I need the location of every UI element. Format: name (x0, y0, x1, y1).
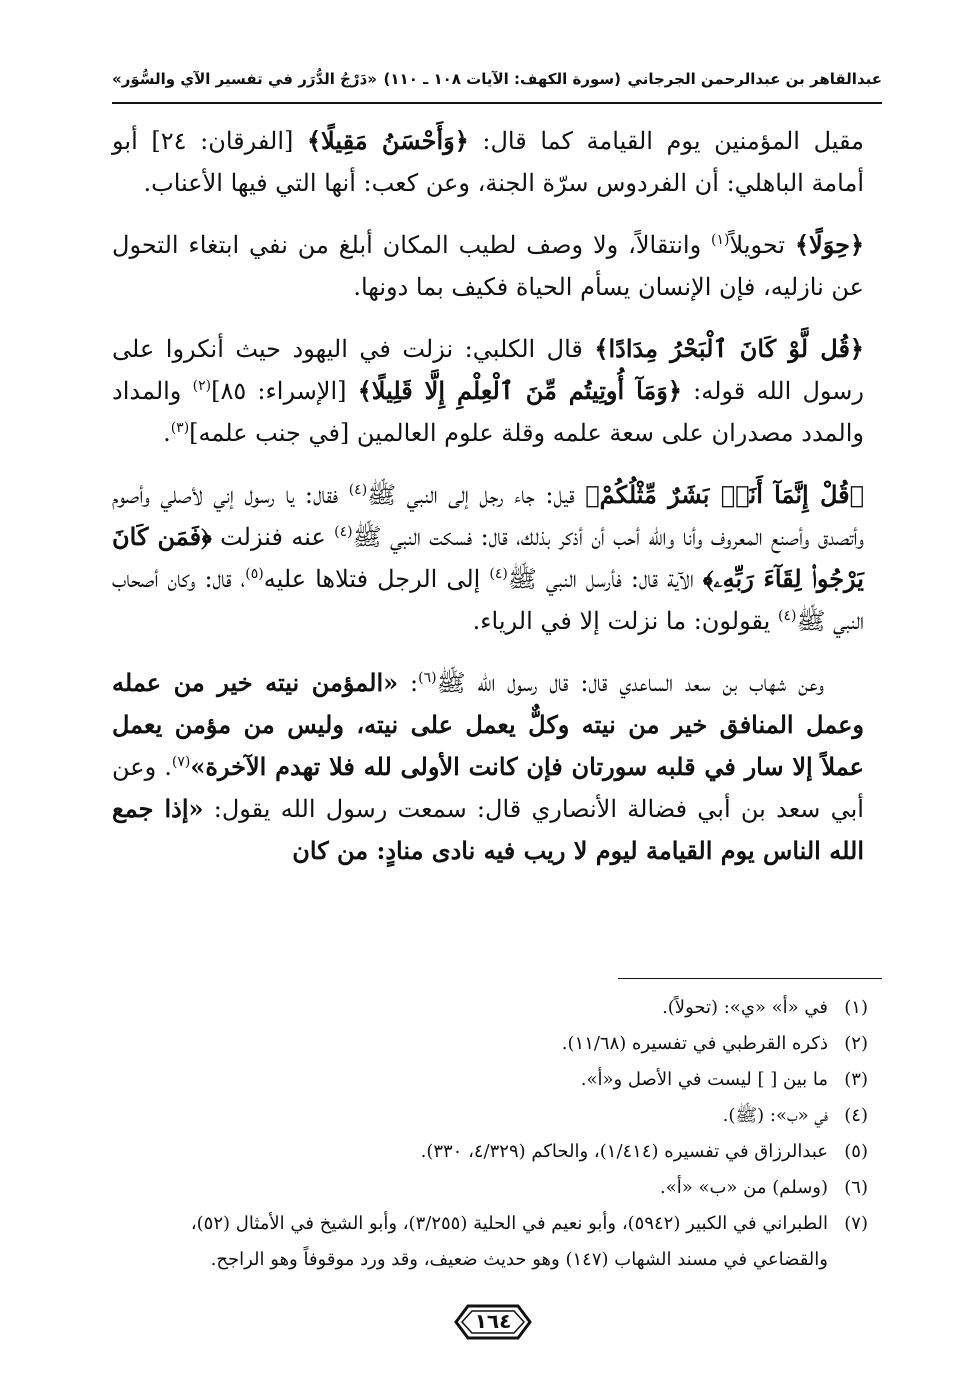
footnote-text: في «أ» «ي»: (تحولاً). (662, 997, 828, 1018)
hadith-text: «المؤمن نيته خير من عمله وعمل المنافق خير من نيته وكلٌّ يعمل على نيته، وليس من مؤمن يعمل عملاً إلا سار في قلبه سورتان فإن كانت الأولى لله فلا تهدم الآخرة» (112, 668, 864, 781)
text-run: قيل: جاء رجل إلى النبي ﷺ (367, 481, 586, 509)
quran-verse: ﴿وَأَحْسَنُ مَقِيلًا﴾ (306, 126, 469, 155)
text-run: وانتقالاً، ولا وصف لطيب المكان أبلغ من نفي ابتغاء التحول عن نازليه، فإن الإنسان يسأم الحياة فكيف بما دونها. (112, 231, 864, 301)
footnote-ref: (٤) (348, 482, 368, 498)
paragraph-3 (112, 328, 864, 454)
page-number-ornament (452, 1300, 534, 1344)
footnote-text: ذكره القرطبي في تفسيره (١١/٦٨). (561, 1033, 828, 1054)
text-run: مقيل المؤمنين يوم القيامة كما قال: (468, 127, 865, 155)
footnote-text: في «ب»: (ﷺ). (722, 1105, 828, 1126)
quran-verse: ﴿قُلْ إِنَّمَآ أَنَا۠ بَشَرٌ مِّثْلُكُمْ﴾ (585, 480, 864, 509)
text-run: والمداد والمدد مصدران على سعة علمه وقلة علوم العالمين [في جنب علمه] (112, 377, 864, 447)
footnote-number: (٥) (844, 1141, 868, 1162)
text-run: فقال: يا رسول إني لأصلي وأصوم وأتصدق وأصنع المعروف وأنا والله أحب أن أذكر بذلك، قال: فسكت النبي ﷺ (112, 481, 865, 551)
footnote-divider (618, 978, 882, 979)
text-run: الآية قال: فأرسل النبي ﷺ (507, 565, 703, 593)
paragraph-4 (112, 474, 864, 642)
footnote-ref: (٥) (245, 566, 264, 582)
footnote-ref: (٤) (489, 566, 508, 582)
text-run: يقولون: ما نزلت إلا في الرياء. (472, 607, 778, 635)
footnote (112, 1062, 868, 1098)
paragraph-2 (112, 224, 864, 308)
hadith-text: «إذا جمع الله الناس يوم القيامة ليوم لا ريب فيه نادى منادٍ: من كان (112, 794, 864, 865)
page-number: ١٦٤ (474, 1309, 512, 1333)
quran-verse: ﴿قُل لَّوْ كَانَ ٱلْبَحْرُ مِدَادًا﴾ (594, 334, 864, 363)
text-run: . وعن أبي سعد بن أبي فضالة الأنصاري قال: سمعت رسول الله يقول: (112, 753, 864, 823)
header-divider (112, 102, 882, 104)
footnotes (112, 990, 868, 1278)
paragraph-5 (112, 662, 864, 872)
footnote (112, 1098, 868, 1134)
footnote-number: (٦) (844, 1177, 868, 1198)
footnote-ref: (٦) (418, 670, 437, 686)
footnote-text: الطبراني في الكبير (٥٩٤٢)، وأبو نعيم في الحلية (٣/٢٥٥)، وأبو الشيخ في الأمثال (٥٢)، والقضاعي في مسند الشهاب (١٤٧) وهو حديث ضعيف، وقد ورد موقوفاً وهو الراجح. (190, 1213, 828, 1270)
footnote-number: (٤) (844, 1105, 868, 1126)
footnote-number: (١) (844, 997, 868, 1018)
footnote (112, 990, 868, 1026)
footnote-text: ما بين [ ] ليست في الأصل و«أ». (580, 1069, 828, 1090)
paragraph-1 (112, 120, 864, 204)
footnote-ref: (٧) (171, 754, 191, 770)
footnote (112, 1206, 868, 1278)
text-run: عنه فنزلت (211, 523, 335, 551)
quran-verse: ﴿فَمَن كَانَ يَرْجُوا۟ لِقَآءَ رَبِّهِۦ﴾ (112, 522, 864, 593)
footnote-number: (٧) (844, 1213, 868, 1234)
footnote (112, 1170, 868, 1206)
footnote (112, 1026, 868, 1062)
quran-verse: ﴿وَمَآ أُوتِيتُم مِّنَ ٱلْعِلْمِ إِلَّا قَلِيلًا﴾ (357, 376, 682, 405)
footnote-ref: (١) (711, 232, 730, 248)
header-book-title: «دَرْجُ الدُّرَر في تفسير الآي والسُّوَر» (112, 70, 377, 88)
header-author: عبدالقاهر بن عبدالرحمن الجرجاني (627, 70, 882, 88)
quran-verse: ﴿حِوَلًا﴾ (794, 230, 865, 259)
footnote-text: (وسلم) من «ب» «أ». (660, 1177, 828, 1198)
text-run: [الإسراء: ٨٥] (211, 377, 358, 405)
footnote-ref: (٤) (777, 608, 797, 624)
text-run: قال الكلبي: نزلت في اليهود حيث أنكروا على رسول الله قوله: (112, 335, 864, 405)
text-run: ، قال: وكان أصحاب النبي ﷺ (112, 565, 864, 635)
footnote-ref: (٤) (334, 524, 353, 540)
text-run: إلى الرجل فتلاها عليه (263, 565, 490, 593)
main-text (112, 120, 864, 892)
running-header (112, 64, 882, 94)
text-run: . (163, 419, 171, 447)
text-run: تحويلاً (729, 231, 795, 259)
footnote-ref: (٢) (192, 378, 212, 394)
footnote-number: (٣) (844, 1069, 868, 1090)
header-surah-range: (سورة الكهف: الآيات ١٠٨ ـ ١١٠) (383, 70, 621, 88)
text-run: : (398, 669, 419, 697)
text-run: [الفرقان: ٢٤] أبو أمامة الباهلي: أن الفردوس سرّة الجنة، وعن كعب: أنها التي فيها الأعناب. (112, 127, 864, 197)
footnote-ref: (٣) (170, 420, 190, 436)
footnote-number: (٢) (844, 1033, 868, 1054)
text-run: وعن شهاب بن سعد الساعدي قال: قال رسول الله ﷺ (436, 669, 825, 697)
footnote (112, 1134, 868, 1170)
footnote-text: عبدالرزاق في تفسيره (١/٤١٤)، والحاكم (٤/٣٢٩، ٣٣٠). (420, 1141, 828, 1162)
